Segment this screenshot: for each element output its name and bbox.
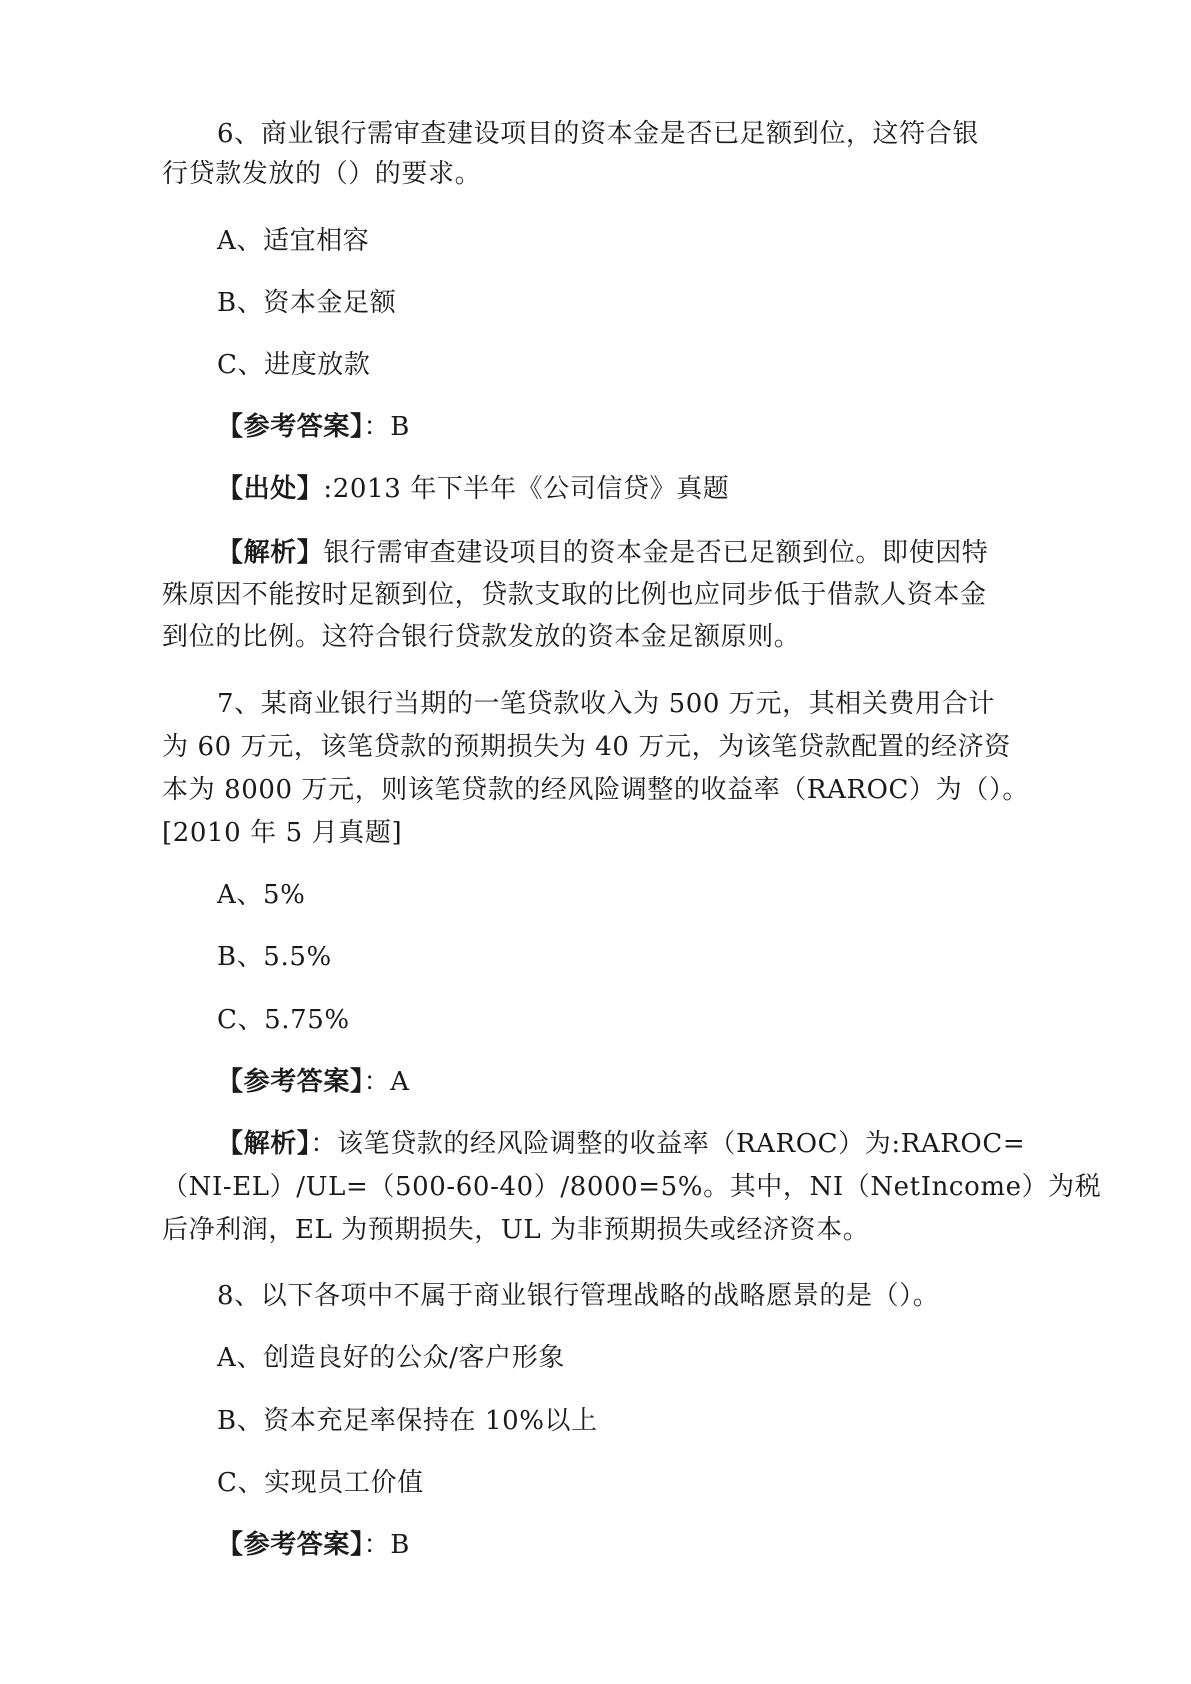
q8-option-b: B、资本充足率保持在 10%以上 [217,1406,598,1436]
q7-analysis-line-1 [217,1126,1025,1162]
q6-analysis-line-1 [217,535,988,571]
q6-stem-line-1: 6、商业银行需审查建设项目的资本金是否已足额到位，这符合银 [217,119,979,149]
q7-answer [217,1064,410,1100]
q6-stem-line-2: 行贷款发放的（）的要求。 [162,159,482,189]
q8-answer-label: 【参考答案】 [217,1530,364,1560]
q6-analysis-text-1: 银行需审查建设项目的资本金是否已足额到位。即使因特 [323,538,989,568]
q7-answer-value: ：A [363,1067,410,1097]
q7-stem-line-1: 7、某商业银行当期的一笔贷款收入为 500 万元，其相关费用合计 [217,689,995,719]
q8-option-c: C、实现员工价值 [217,1468,424,1498]
q6-option-b: B、资本金足额 [217,288,397,318]
q7-analysis-line-3: 后净利润，EL 为预期损失，UL 为非预期损失或经济资本。 [162,1215,870,1245]
q7-analysis-line-2: （NI-EL）/UL=（500-60-40）/8000=5%。其中，NI（NetIncome）为税 [162,1172,1102,1202]
q6-source-value: :2013 年下半年《公司信贷》真题 [323,474,730,504]
q8-stem-line-1: 8、以下各项中不属于商业银行管理战略的战略愿景的是（）。 [217,1281,940,1311]
q6-source [217,471,729,507]
q7-option-a: A、5% [217,880,306,910]
q6-answer-value: ：B [363,412,410,442]
q7-answer-label: 【参考答案】 [217,1067,364,1097]
q7-stem-line-4: [2010 年 5 月真题] [162,818,403,848]
q6-analysis-line-3: 到位的比例。这符合银行贷款发放的资本金足额原则。 [162,622,801,652]
q7-option-b: B、5.5% [217,942,332,972]
q6-answer-label: 【参考答案】 [217,412,364,442]
q8-option-a: A、创造良好的公众/客户形象 [217,1343,565,1373]
q7-option-c: C、5.75% [217,1005,350,1035]
q6-analysis-label: 【解析】 [217,538,324,568]
q7-analysis-label: 【解析】 [217,1129,311,1159]
q8-answer [217,1527,410,1563]
q7-stem-line-2: 为 60 万元，该笔贷款的预期损失为 40 万元，为该笔贷款配置的经济资 [162,732,1011,762]
q7-stem-line-3: 本为 8000 万元，则该笔贷款的经风险调整的收益率（RAROC）为（）。 [162,775,1030,805]
q8-answer-value: ：B [363,1530,410,1560]
q6-answer [217,409,410,445]
q6-source-label: 【出处】 [217,474,324,504]
q7-analysis-text-1: ：该笔贷款的经风险调整的收益率（RAROC）为:RAROC= [310,1129,1026,1159]
q6-option-a: A、适宜相容 [217,226,370,256]
q6-option-c: C、进度放款 [217,350,371,380]
q6-analysis-line-2: 殊原因不能按时足额到位，贷款支取的比例也应同步低于借款人资本金 [162,580,987,610]
